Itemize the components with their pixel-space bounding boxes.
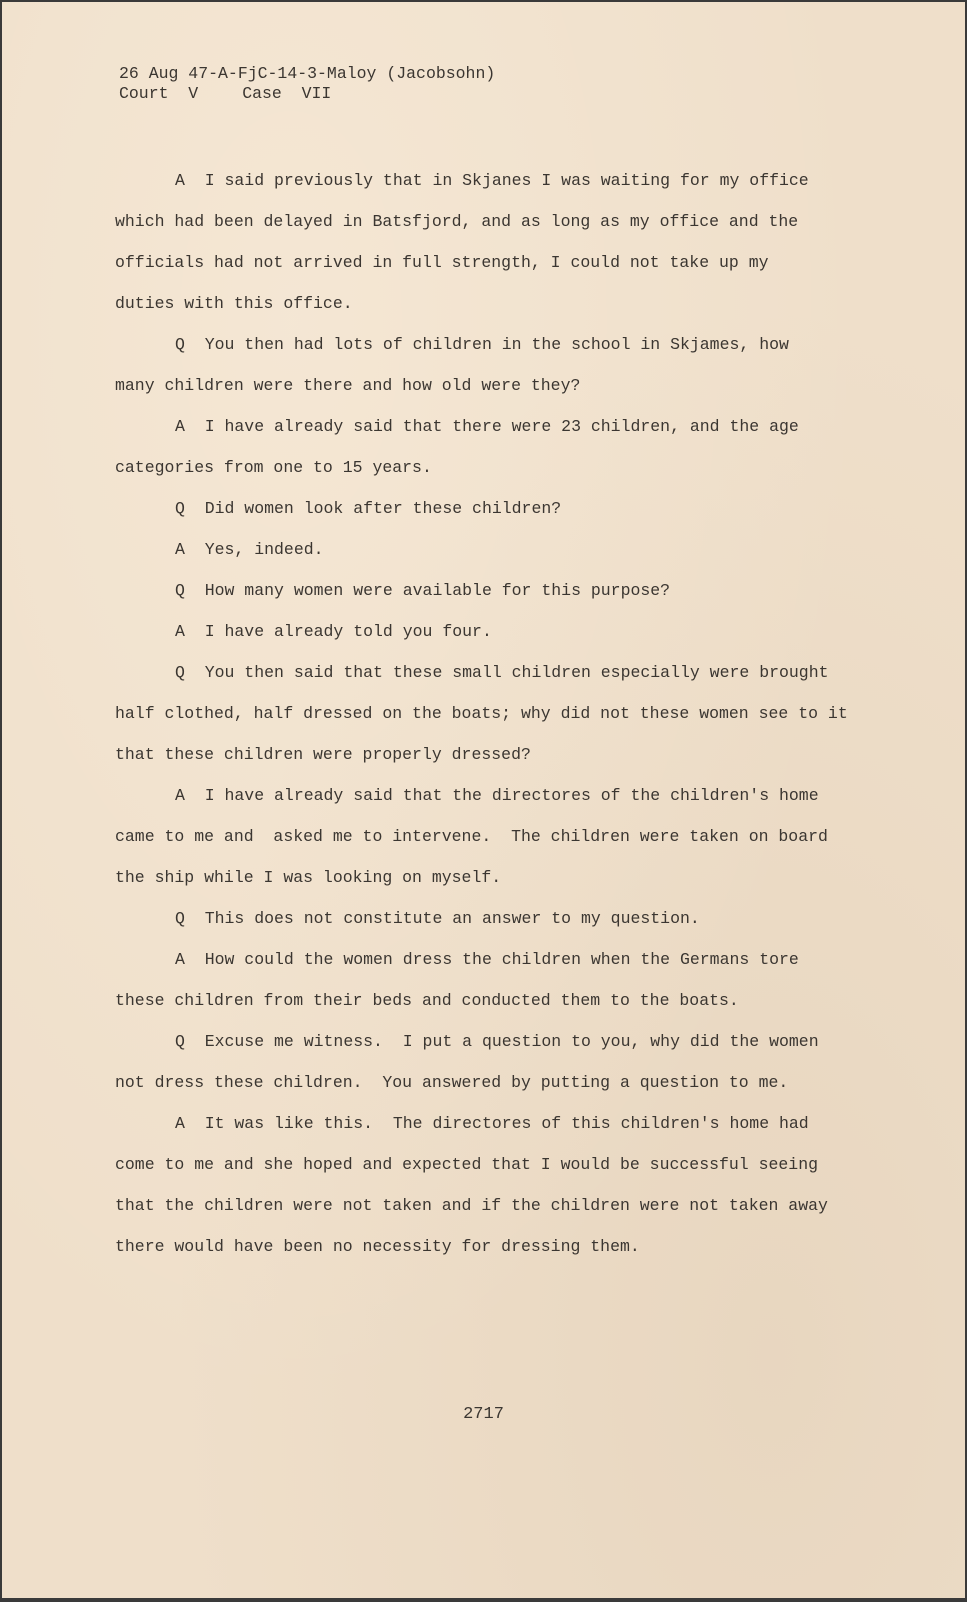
- text-line: that these children were properly dressed?: [115, 745, 531, 764]
- testimony-paragraph: [115, 939, 875, 1021]
- testimony-paragraph: [115, 652, 875, 775]
- testimony-paragraph: [115, 160, 875, 324]
- text-line: not dress these children. You answered by putting a question to me.: [115, 1073, 789, 1092]
- text-line: the ship while I was looking on myself.: [115, 868, 502, 887]
- text-line: half clothed, half dressed on the boats; why did not these women see to it: [115, 704, 848, 723]
- text-line: A It was like this. The directores of this children's home had: [175, 1114, 809, 1133]
- text-line: that the children were not taken and if the children were not taken away: [115, 1196, 828, 1215]
- text-line: A How could the women dress the children when the Germans tore: [175, 950, 799, 969]
- text-line: which had been delayed in Batsfjord, and as long as my office and the: [115, 212, 799, 231]
- document-header: [119, 64, 495, 104]
- text-line: A I said previously that in Skjanes I was waiting for my office: [175, 171, 809, 190]
- text-line: these children from their beds and conducted them to the boats.: [115, 991, 739, 1010]
- testimony-paragraph: [115, 570, 875, 611]
- text-line: A I have already said that the directores of the children's home: [175, 786, 819, 805]
- text-line: there would have been no necessity for dressing them.: [115, 1237, 640, 1256]
- text-line: Q How many women were available for this purpose?: [175, 581, 671, 600]
- page-number: 2717: [463, 1405, 504, 1424]
- testimony-paragraph: [115, 488, 875, 529]
- text-line: many children were there and how old were they?: [115, 376, 581, 395]
- testimony-paragraph: [115, 775, 875, 898]
- testimony-paragraph: [115, 324, 875, 406]
- text-line: Q This does not constitute an answer to my question.: [175, 909, 700, 928]
- text-line: categories from one to 15 years.: [115, 458, 432, 477]
- header-reference-line: 26 Aug 47-A-FjC-14-3-Maloy (Jacobsohn): [119, 64, 496, 83]
- text-line: duties with this office.: [115, 294, 353, 313]
- header-case: Case VII: [242, 84, 332, 103]
- testimony-body: [115, 160, 875, 1267]
- testimony-paragraph: [115, 406, 875, 488]
- document-page: [2, 2, 965, 1598]
- text-line: A I have already said that there were 23 children, and the age: [175, 417, 799, 436]
- text-line: Q You then had lots of children in the school in Skjames, how: [175, 335, 789, 354]
- text-line: Q Excuse me witness. I put a question to you, why did the women: [175, 1032, 819, 1051]
- header-court-case-line: [119, 84, 495, 104]
- testimony-paragraph: [115, 611, 875, 652]
- text-line: come to me and she hoped and expected that I would be successful seeing: [115, 1155, 819, 1174]
- text-line: officials had not arrived in full strength, I could not take up my: [115, 253, 769, 272]
- text-line: Q You then said that these small children especially were brought: [175, 663, 829, 682]
- text-line: A Yes, indeed.: [175, 540, 324, 559]
- testimony-paragraph: [115, 898, 875, 939]
- header-court: Court V: [119, 84, 199, 103]
- text-line: came to me and asked me to intervene. The children were taken on board: [115, 827, 828, 846]
- text-line: A I have already told you four.: [175, 622, 492, 641]
- testimony-paragraph: [115, 1103, 875, 1267]
- testimony-paragraph: [115, 1021, 875, 1103]
- testimony-paragraph: [115, 529, 875, 570]
- text-line: Q Did women look after these children?: [175, 499, 562, 518]
